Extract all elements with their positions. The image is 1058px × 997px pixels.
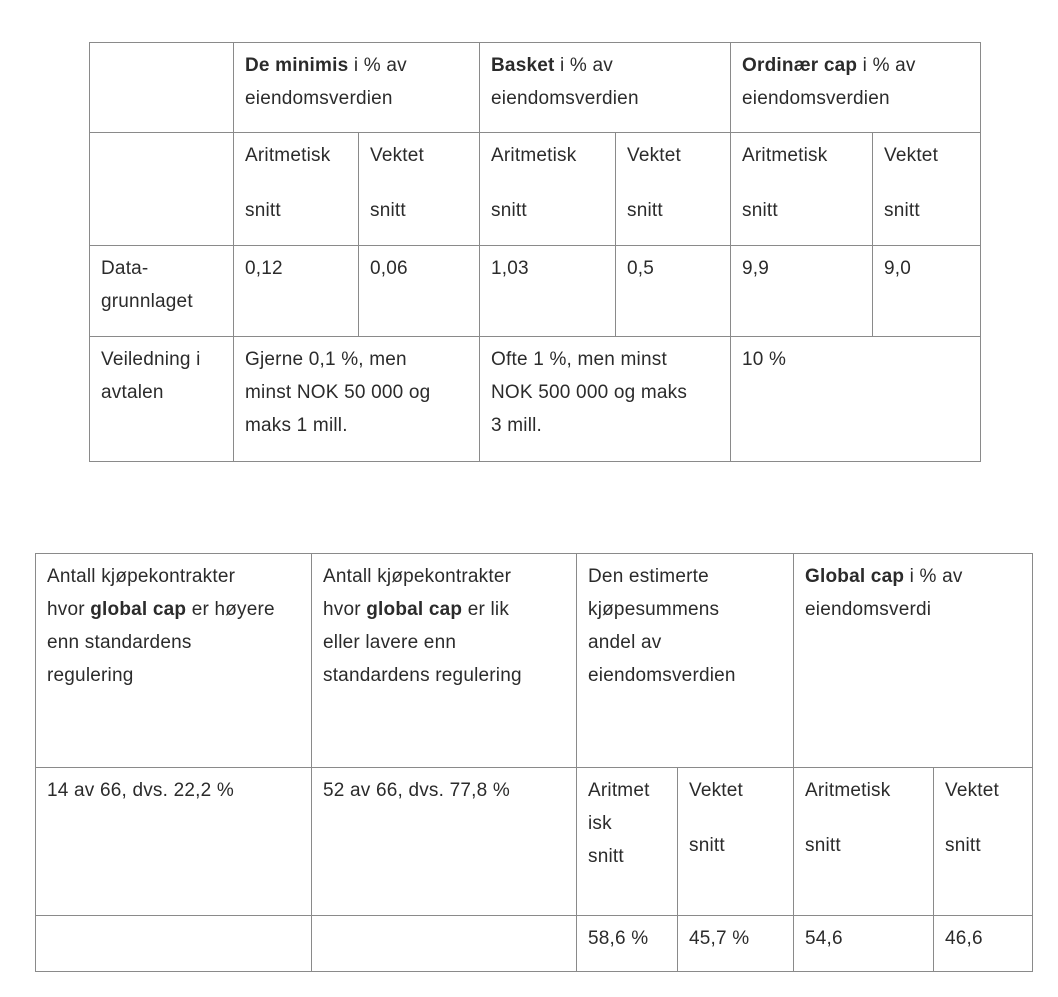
- cap-vekt-header: Vektet snitt: [873, 133, 981, 246]
- empty-cell: [312, 916, 577, 972]
- global-cap-table: [35, 553, 1033, 972]
- deminimis-vekt-header: Vektet snitt: [359, 133, 480, 246]
- share-vekt-value: 45,7 %: [678, 916, 794, 972]
- ordinary-cap-header: Ordinær cap i % av eiendomsverdien: [731, 43, 981, 133]
- guide-basket: Ofte 1 %, men minst NOK 500 000 og maks 3 mill.: [480, 337, 731, 462]
- data-value: 9,0: [873, 246, 981, 337]
- data-value: 0,06: [359, 246, 480, 337]
- data-value: 1,03: [480, 246, 616, 337]
- guide-deminimis: Gjerne 0,1 %, men minst NOK 50 000 og maks 1 mill.: [234, 337, 480, 462]
- share-arit-value: 58,6 %: [577, 916, 678, 972]
- data-value: 9,9: [731, 246, 873, 337]
- deminimis-arit-header: Aritmetisk snitt: [234, 133, 359, 246]
- cap-arit-header: Aritmetisk snitt: [794, 768, 934, 916]
- empty-cell: [36, 916, 312, 972]
- basket-arit-header: Aritmetisk snitt: [480, 133, 616, 246]
- data-value: 0,12: [234, 246, 359, 337]
- empty-cell: [90, 133, 234, 246]
- higher-count-value: 14 av 66, dvs. 22,2 %: [36, 768, 312, 916]
- data-row-label: Data- grunnlaget: [90, 246, 234, 337]
- basket-vekt-header: Vektet snitt: [616, 133, 731, 246]
- cap-vekt-value: 46,6: [934, 916, 1033, 972]
- threshold-table: [89, 42, 981, 462]
- data-value: 0,5: [616, 246, 731, 337]
- corner-cell: [90, 43, 234, 133]
- lower-count-value: 52 av 66, dvs. 77,8 %: [312, 768, 577, 916]
- share-arit-header: Aritmet isk snitt: [577, 768, 678, 916]
- basket-header: Basket i % av eiendomsverdien: [480, 43, 731, 133]
- global-cap-header: Global cap i % av eiendomsverdi: [794, 554, 1033, 768]
- share-vekt-header: Vektet snitt: [678, 768, 794, 916]
- cap-arit-header: Aritmetisk snitt: [731, 133, 873, 246]
- guide-cap: 10 %: [731, 337, 981, 462]
- estimated-share-header: Den estimerte kjøpesummens andel av eiendomsverdien: [577, 554, 794, 768]
- guide-row-label: Veiledning i avtalen: [90, 337, 234, 462]
- cap-vekt-header: Vektet snitt: [934, 768, 1033, 916]
- lower-count-header: Antall kjøpekontrakter hvor global cap er lik eller lavere enn standardens regulering: [312, 554, 577, 768]
- deminimis-header: De minimis i % av eiendomsverdien: [234, 43, 480, 133]
- cap-arit-value: 54,6: [794, 916, 934, 972]
- higher-count-header: Antall kjøpekontrakter hvor global cap er høyere enn standardens regulering: [36, 554, 312, 768]
